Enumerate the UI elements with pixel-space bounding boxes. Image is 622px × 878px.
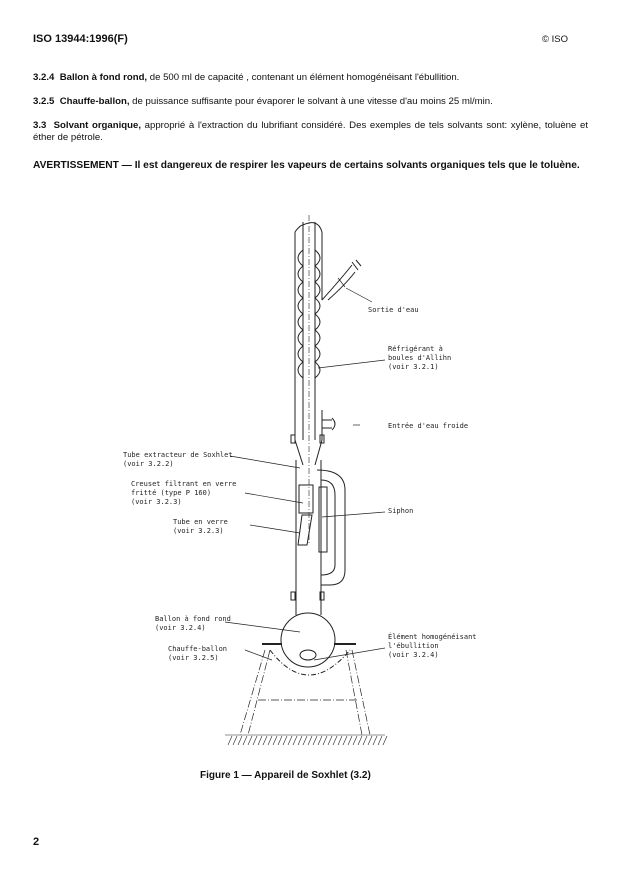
hatch-mark (383, 736, 387, 745)
hatch-mark (378, 736, 382, 745)
label-soxhlet-extractor: Tube extracteur de Soxhlet (voir 3.2.2) (123, 451, 233, 468)
hatch-mark (238, 736, 242, 745)
heating-mantle (240, 644, 370, 735)
hatch-mark (253, 736, 257, 745)
hatch-mark (373, 736, 377, 745)
page-number: 2 (33, 836, 40, 848)
hatch-mark (248, 736, 252, 745)
para-text: approprié à l'extraction du lubrifiant considéré. Des exemples de tels solvants sont: xylène, toluène et éther de pétrole. (33, 120, 588, 143)
extractor (291, 460, 345, 615)
para-term: Chauffe-ballon, (59, 96, 130, 107)
hatch-mark (348, 736, 352, 745)
hatch-mark (233, 736, 237, 745)
hatch-mark (263, 736, 267, 745)
para-term: Ballon à fond rond, (59, 72, 148, 83)
hatch-mark (323, 736, 327, 745)
hatch-mark (293, 736, 297, 745)
hatch-mark (308, 736, 312, 745)
hatch-mark (268, 736, 272, 745)
label-boiling-element: Élément homogénéisant l'ébullition (voir 3.2.4) (388, 633, 477, 659)
hatch-mark (338, 736, 342, 745)
para-text: de 500 ml de capacité , contenant un élément homogénéisant l'ébullition. (147, 72, 460, 83)
hatch-mark (353, 736, 357, 745)
label-round-flask: Ballon à fond rond (voir 3.2.4) (155, 615, 231, 632)
hatch-mark (228, 736, 232, 745)
leader-lines (225, 278, 385, 660)
label-siphon: Siphon (388, 507, 414, 515)
para-num: 3.2.4 (33, 72, 55, 83)
hatch-mark (243, 736, 247, 745)
hatch-mark (258, 736, 262, 745)
warning: AVERTISSEMENT — Il est dangereux de respirer les vapeurs de certains solvants organiques tels que le toluène. (33, 160, 580, 171)
hatch-mark (368, 736, 372, 745)
label-cold-water-inlet: Entrée d'eau froide (388, 422, 469, 430)
label-glass-tube: Tube en verre (voir 3.2.3) (173, 518, 228, 535)
hatch-mark (303, 736, 307, 745)
hatch-mark (328, 736, 332, 745)
hatch-mark (333, 736, 337, 745)
hatch-mark (288, 736, 292, 745)
hatch-mark (298, 736, 302, 745)
para-num: 3.2.5 (33, 96, 55, 107)
hatch-mark (283, 736, 287, 745)
hatch-mark (358, 736, 362, 745)
hatch-mark (278, 736, 282, 745)
hatch-mark (313, 736, 317, 745)
figure-caption: Figure 1 — Appareil de Soxhlet (3.2) (200, 770, 371, 781)
hatch-mark (363, 736, 367, 745)
condenser (291, 215, 361, 545)
label-allihn-condenser: Réfrigérant à boules d'Allihn (voir 3.2.1) (388, 345, 452, 371)
document-id: ISO 13944:1996(F) (33, 33, 128, 45)
para-term: Solvant organique, (53, 120, 141, 131)
para-text: de puissance suffisante pour évaporer le solvant à une vitesse d'au moins 25 ml/min. (129, 96, 493, 107)
hatch-mark (343, 736, 347, 745)
copyright: © ISO (542, 34, 569, 45)
round-bottom-flask (281, 613, 335, 667)
para-num: 3.3 (33, 120, 47, 131)
hatch-mark (273, 736, 277, 745)
label-heating-mantle: Chauffe-ballon (voir 3.2.5) (168, 645, 228, 662)
label-water-outlet: Sortie d'eau (368, 306, 419, 314)
hatch-mark (318, 736, 322, 745)
label-fritted-crucible: Creuset filtrant en verre fritté (type P 160) (voir 3.2.3) (131, 480, 237, 506)
